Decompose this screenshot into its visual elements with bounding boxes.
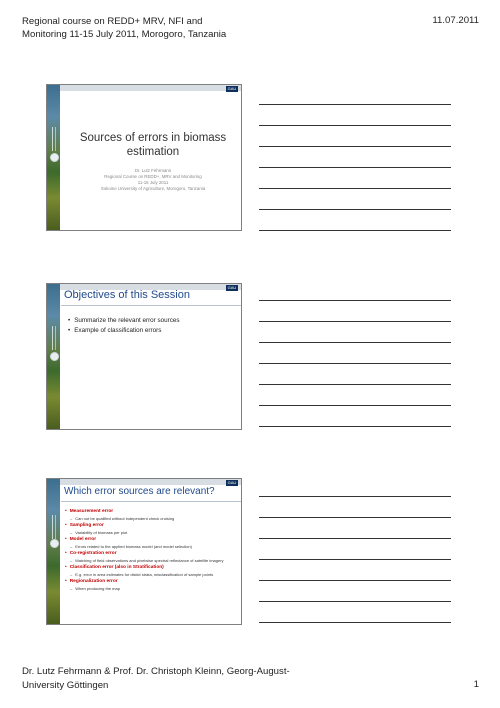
note-line [259,405,451,406]
note-line [259,538,451,539]
note-line [259,559,451,560]
slide-2-title: Objectives of this Session [64,289,190,301]
slide-1-subtitle [65,168,241,192]
slide-3-thumbnail [46,478,242,625]
slide-1-title: Sources of errors in biomass estimation [79,132,227,158]
university-name-vertical-icon [52,127,56,151]
error-source-label: • Regionalization error [65,579,237,585]
title-divider [61,305,241,306]
note-line [259,321,451,322]
error-source-label: • Measurement error [65,509,237,515]
university-logo: GAU [227,480,237,485]
university-logo: GAU [227,285,237,290]
note-line [259,496,451,497]
note-line [259,426,451,427]
error-source-detail: – E.g. error in area estimates for distict strata, misclassification of sample points [65,572,237,577]
error-source-detail: – When producing the map [65,586,237,591]
error-source-detail: – Variability of biomass per plot [65,530,237,535]
page-footer-authors: Dr. Lutz Fehrmann & Prof. Dr. Christoph Kleinn, Georg-August-University Göttingen [22,666,290,691]
subtitle-line: Dr. Lutz Fehrmann [134,168,172,173]
title-divider [61,501,241,502]
page-number: 1 [473,679,479,690]
slide-top-bar [60,85,241,91]
slide-2-bullet-list [68,316,180,336]
note-line [259,601,451,602]
slide-1-thumbnail [46,84,242,231]
page-header-date: 11.07.2011 [432,15,479,26]
university-name-vertical-icon [52,326,56,350]
note-line [259,146,451,147]
university-seal-icon [50,352,59,361]
slide-side-photo-strip [47,284,60,429]
bullet-item: • Summarize the relevant error sources [68,316,180,326]
subtitle-line: 11-15 July 2011 [137,180,169,185]
university-name-vertical-icon [52,515,56,539]
note-line [259,167,451,168]
note-line [259,230,451,231]
slide-2-thumbnail [46,283,242,430]
slide-side-photo-strip [47,85,60,230]
error-source-label: • Sampling error [65,523,237,529]
note-line [259,363,451,364]
subtitle-line: Regional Course on REDD+, MRV and Monitoring [104,174,202,179]
error-source-label: • Model error [65,537,237,543]
error-source-label: • Co-registration error [65,551,237,557]
note-line [259,209,451,210]
error-source-detail: – Matching of field observations and pixelwise spectral reflectance of satellite imagery [65,558,237,563]
error-source-label: • Classification error (also in Stratification) [65,565,237,571]
note-line [259,188,451,189]
slide-top-bar [60,479,241,485]
university-seal-icon [50,153,59,162]
note-line [259,622,451,623]
slide-side-photo-strip [47,479,60,624]
page-header-course: Regional course on REDD+ MRV, NFI and Monitoring 11-15 July 2011, Morogoro, Tanzania [22,16,227,40]
note-line [259,580,451,581]
slide-3-title: Which error sources are relevant? [64,486,215,497]
note-line [259,300,451,301]
slide-3-error-source-list [65,509,237,593]
error-source-detail: – Can not be qualified without independent check cruising [65,516,237,521]
note-line [259,125,451,126]
note-line [259,104,451,105]
bullet-item: • Example of classification errors [68,326,180,336]
note-line [259,342,451,343]
note-line [259,384,451,385]
university-seal-icon [50,539,59,548]
note-line [259,517,451,518]
subtitle-line: Sokoine University of Agriculture, Morogoro, Tanzania [100,186,206,191]
error-source-detail: – Errors related to the applied biomass model (and model selection) [65,544,237,549]
university-logo: GAU [227,86,237,91]
